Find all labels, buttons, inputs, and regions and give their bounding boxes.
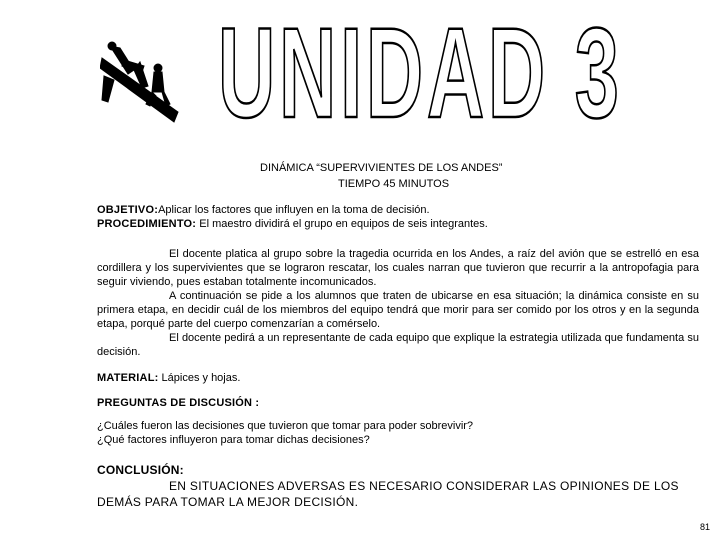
procedure-text: El maestro dividirá el grupo en equipos de seis integrantes. — [196, 218, 488, 230]
question-item: ¿Qué factores influyeron para tomar dichas decisiones? — [97, 434, 370, 446]
conclusion-section — [97, 462, 699, 510]
procedure-body — [97, 247, 699, 359]
paragraph: El docente platica al grupo sobre la tragedia ocurrida en los Andes, a raíz del avión que se estrelló en esa cordillera y los supervivientes que se lograron rescatar, los cuales narran que tuvieron que recurrir a la antropofagia para seguir viviendo, pues estaban totalmente incomunicados. — [97, 248, 699, 288]
material-label: MATERIAL: — [97, 372, 159, 384]
material-text: Lápices y hojas. — [158, 372, 241, 384]
unit-title: UNIDAD 3 — [218, 2, 623, 145]
dynamic-title: DINÁMICA “SUPERVIVIENTES DE LOS ANDES” — [260, 162, 503, 174]
questions-list — [97, 419, 699, 447]
questions-heading: PREGUNTAS DE DISCUSIÓN : — [97, 397, 260, 409]
procedure-label: PROCEDIMIENTO: — [97, 218, 197, 230]
paragraph: A continuación se pide a los alumnos que traten de ubicarse en esa situación; la dinámica consiste en su primera etapa, en decidir cuál de los miembros del equipo tendrá que morir para ser comido por los otros y en la segunda etapa, porqué parte del cuerpo comenzarían a comérselo. — [97, 290, 699, 330]
objective-text: Aplicar los factores que influyen en la toma de decisión. — [158, 204, 430, 216]
objective-label: OBJETIVO: — [97, 204, 159, 216]
paragraph: El docente pedirá a un representante de cada equipo que explique la estrategia utilizada que fundamenta su decisión. — [97, 332, 699, 358]
conclusion-label: CONCLUSIÓN: — [97, 463, 184, 477]
figures-on-seesaw-illustration — [100, 40, 180, 130]
objective-section — [97, 203, 699, 231]
conclusion-text: EN SITUACIONES ADVERSAS ES NECESARIO CONSIDERAR LAS OPINIONES DE LOS DEMÁS PARA TOMAR LA MEJOR DECISIÓN. — [97, 479, 679, 509]
dynamic-time: TIEMPO 45 MINUTOS — [338, 178, 450, 190]
page-number: 81 — [700, 522, 711, 532]
material-section — [97, 371, 699, 385]
question-item: ¿Cuáles fueron las decisiones que tuvieron que tomar para poder sobrevivir? — [97, 420, 474, 432]
